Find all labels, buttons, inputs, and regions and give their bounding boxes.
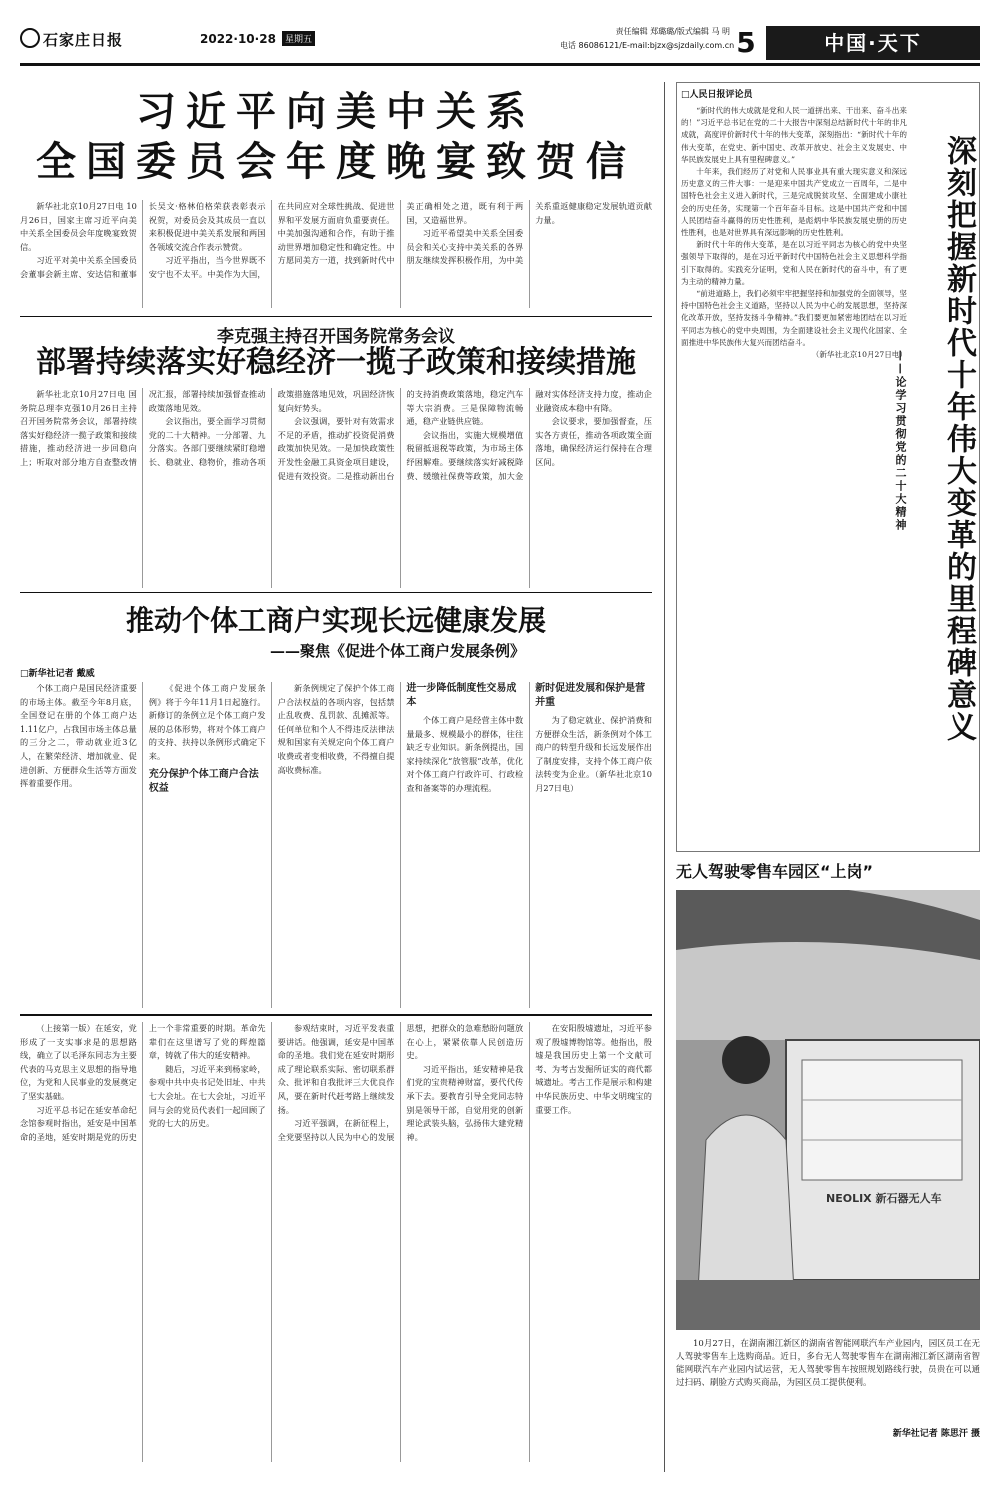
paragraph: 参观结束时，习近平发表重要讲话。他强调，延安是中国革命的圣地。我们党在延安时期形成了理论联系实际、密切联系群众、批评和自我批评三大优良作风，要在新时代赶考路上继续发扬。 — [277, 1023, 395, 1115]
self-employed-title: 推动个体工商户实现长远健康发展 — [125, 604, 546, 637]
state-council-body — [20, 388, 652, 588]
commentary-byline: □人民日报评论员 — [681, 90, 753, 100]
paragraph: 个体工商户是国民经济重要的市场主体。截至今年8月底，全国登记在册的个体工商户达1.11亿户，占我国市场主体总量的三分之二，带动就业近3亿人，在繁荣经济、增加就业、促进创新、方便群众生活等方面发挥着重要作用。 — [20, 683, 137, 789]
subheading: 新时促进发展和保护是营并重 — [535, 683, 646, 708]
paragraph: “新时代的伟大成就是党和人民一道拼出来、干出来、奋斗出来的！”习近平总书记在党的二十大报告中深刻总结新时代十年的非凡成就，高度评价新时代十年的伟大变革，深刻指出：“新时代十年的伟大变革，在党史、新中国史、改革开放史、社会主义发展史、中华民族发展史上具有里程碑意义。” — [681, 106, 907, 164]
paragraph: 新条例规定了保护个体工商户合法权益的各项内容，包括禁止乱收费、乱罚款、乱摊派等。任何单位和个人不得违反法律法规和国家有关规定向个体工商户收费或者变相收费，不得擅自提高收费标准。 — [277, 683, 395, 775]
paragraph: 新时代十年的伟大变革，是在以习近平同志为核心的党中央坚强领导下取得的，是在习近平新时代中国特色社会主义思想科学指引下取得的。实践充分证明，党和人民在新时代的奋斗中，有了更为主动的精神力量。 — [681, 240, 907, 286]
lead-title-line1: 习近平向美中关系 — [136, 89, 536, 135]
photo-credit: 新华社记者 陈思汗 摄 — [892, 1429, 980, 1439]
paragraph: 会议指出，实施大规模增值税留抵退税等政策，为市场主体纾困解难。要继续落实好减税降费、缓缴社保费等政策，加大金融对实体经济支持力度，推动企业融资成本稳中有降。 — [406, 389, 652, 481]
byline: □新华社记者 戴威 — [20, 669, 95, 679]
paragraph: 新华社北京10月27日电 10月26日，国家主席习近平向美中关系全国委员会年度晚宴致贺信。 — [20, 201, 137, 252]
photo-story — [676, 860, 980, 1460]
paragraph: 新华社北京10月27日电 国务院总理李克强10月26日主持召开国务院常务会议，部署持续落实好稳经济一揽子政策和接续措施，推动经济进一步回稳向上；听取对部分地方自查整改情况汇报，部署持续加强督查推动政策落地见效。 — [20, 389, 266, 467]
paragraph: 随后，习近平来到杨家岭，参观中共中央书记处旧址、中共七大会址。在七大会址，习近平同与会的党员代表们一起回顾了党的七大的历史。 — [148, 1063, 266, 1129]
paragraph: （新华社北京10月27日电） — [811, 350, 907, 360]
lead-title-line2: 全国委员会年度晚宴致贺信 — [36, 139, 636, 185]
kicker: 李克强主持召开国务院常务会议 — [217, 327, 455, 347]
vehicle-label: NEOLIX 新石器无人车 — [826, 1192, 942, 1205]
masthead — [20, 26, 980, 66]
issue-date: 2022·10·28 — [200, 32, 276, 46]
subheading: 进一步降低制度性交易成本 — [406, 683, 517, 708]
subheading: 充分保护个体工商户合法权益 — [148, 768, 259, 794]
state-council-title: 部署持续落实好稳经济一揽子政策和接续措施 — [36, 345, 636, 380]
section-banner: 中国·天下 — [766, 26, 980, 60]
paragraph: 十年来，我们经历了对党和人民事业具有重大现实意义和深远历史意义的三件大事：一是迎来中国共产党成立一百周年，二是中国特色社会主义进入新时代，三是完成脱贫攻坚、全面建成小康社会的历史任务，实现第一个百年奋斗目标。这是中国共产党和中国人民团结奋斗赢得的历史性胜利，是彪炳中华民族发展史册的历史性胜利，也是对世界具有深远影响的历史性胜利。 — [681, 167, 907, 238]
commentary-subtitle-display: ——论学习贯彻党的二十大精神 — [894, 350, 907, 532]
divider — [20, 1014, 652, 1016]
self-employed-body — [20, 682, 652, 1008]
lead-story — [20, 82, 652, 312]
paragraph: 《促进个体工商户发展条例》将于今年11月1日起施行。新修订的条例立足个体工商户发展的总体形势，将对个体工商户的支持、扶持以条例形式确定下来。 — [148, 683, 266, 761]
paragraph: 习近平指出，当今世界既不安宁也不太平。中美作为大国，在共同应对全球性挑战、促进世界和平发展方面肩负重要责任。中美加强沟通和合作，有助于推动世界增加稳定性和确定性。中方愿同美方一道，找到新时代中美正确相处之道，既有利于两国，又造福世界。 — [148, 201, 524, 279]
photo-illustration — [676, 890, 980, 1330]
paragraph: 在安阳殷墟遗址，习近平参观了殷墟博物馆等。他指出，殷墟是我国历史上第一个文献可考、为考古发掘所证实的商代都城遗址。考古工作是展示和构建中华民族历史、中华文明瑰宝的重要工作。 — [535, 1023, 652, 1115]
state-council-story — [20, 320, 652, 590]
contact-line: 电话 86086121/E-mail:bjzx@sjzdaily.com.cn — [560, 41, 735, 50]
news-photo — [676, 890, 980, 1330]
paragraph: 会议强调，要针对有效需求不足的矛盾，推动扩投资促消费政策加快见效。一是加快政策性开发性金融工具资金项目建设，促进有效投资。二是推动新出台的支持消费政策落地，稳定汽车等大宗消费。三是保障物流畅通，稳产业链供应链。 — [277, 389, 524, 481]
paragraph: 习近平对美中关系全国委员会董事会新主席、安达信和董事长吴文·格林伯格荣获表彰表示祝贺，对委员会及其成员一直以来积极促进中美关系发展和两国各领域交流合作表示赞赏。 — [20, 201, 266, 279]
history-story-body — [20, 1022, 652, 1462]
paragraph: 会议要求，要加强督查，压实各方责任，推动各项政策全面落地，确保经济运行保持在合理区间。 — [535, 416, 652, 467]
logo-icon — [20, 28, 40, 48]
commentary-title: 深刻把握新时代十年伟大变革的里程碑意义 — [941, 135, 976, 743]
paper-logo: 石家庄日报 — [20, 28, 123, 50]
paragraph: （上接第一版）在延安，党形成了一支实事求是的思想路线，确立了以毛泽东同志为主要代表的马克思主义思想的指导地位，为党和人民事业的发展奠定了坚实基础。 — [20, 1023, 137, 1101]
commentary-body — [681, 105, 907, 845]
self-employed-subtitle: ——聚焦《促进个体工商户发展条例》 — [270, 642, 526, 660]
divider — [20, 316, 652, 317]
editors-line: 责任编辑 郑璐璐/版式编辑 马 明 — [615, 27, 730, 36]
divider — [20, 592, 652, 593]
page-number: 5 — [736, 26, 756, 59]
photo-caption: 10月27日，在湖南湘江新区的湖南省智能网联汽车产业园内，园区员工在无人驾驶零售车上选购商品。近日，多台无人驾驶零售车在湖南湘江新区湖南省智能网联汽车产业园内试运营，无人驾驶零售车按照规划路线行驶，员贵在可以通过扫码、刷脸方式购买商品，为园区员工提供便利。 — [676, 1339, 980, 1388]
paragraph: 习近平总书记在延安革命纪念馆参观时指出，延安是中国革命的圣地，延安时期是党的历史上一个非常重要的时期。革命先辈们在这里谱写了党的辉煌篇章，铸就了伟大的延安精神。 — [20, 1023, 266, 1142]
photo-story-title: 无人驾驶零售车园区“上岗” — [676, 862, 874, 881]
paragraph: 习近平强调，在新征程上，全党要坚持以人民为中心的发展思想，把群众的急难愁盼问题放在心上，紧紧依靠人民创造历史。 — [277, 1023, 524, 1142]
paragraph: 习近平希望美中关系全国委员会和关心支持中美关系的各界朋友继续发挥积极作用，为中美关系重返健康稳定发展轨道贡献力量。 — [406, 201, 652, 266]
paragraph: 个体工商户是经营主体中数量最多、规模最小的群体，往往缺乏专业知识。新条例提出，国家持续深化“放管服”改革，优化对个体工商户行政许可、行政检查和备案等的办理流程。 — [406, 715, 524, 793]
commentary — [676, 82, 980, 852]
paragraph: 会议指出，要全面学习贯彻党的二十大精神。一分部署、九分落实。各部门要继续紧盯稳增长、稳就业、稳物价，推动各项政策措施落地见效，巩固经济恢复向好势头。 — [148, 389, 395, 467]
weekday-badge: 星期五 — [282, 31, 315, 46]
lead-story-body — [20, 200, 652, 308]
paragraph: 为了稳定就业、保护消费和方便群众生活，新条例对个体工商户的转型升级和长远发展作出了制度安排，支持个体工商户依法转变为企业。（新华社北京10月27日电） — [535, 715, 652, 793]
column-divider — [664, 82, 665, 1472]
self-employed-story — [20, 596, 652, 1010]
paragraph: “前进道路上，我们必须牢牢把握坚持和加强党的全面领导，坚持中国特色社会主义道路，坚持以人民为中心的发展思想，坚持深化改革开放，坚持发扬斗争精神。”我们要更加紧密地团结在以习近平同志为核心的党中央周围，为全面建设社会主义现代化国家、全面推进中华民族伟大复兴而团结奋斗。 — [681, 289, 907, 347]
paragraph: 习近平指出，延安精神是我们党的宝贵精神财富，要代代传承下去。要教育引导全党同志特别是领导干部，自觉用党的创新理论武装头脑，弘扬伟大建党精神。 — [406, 1063, 524, 1142]
